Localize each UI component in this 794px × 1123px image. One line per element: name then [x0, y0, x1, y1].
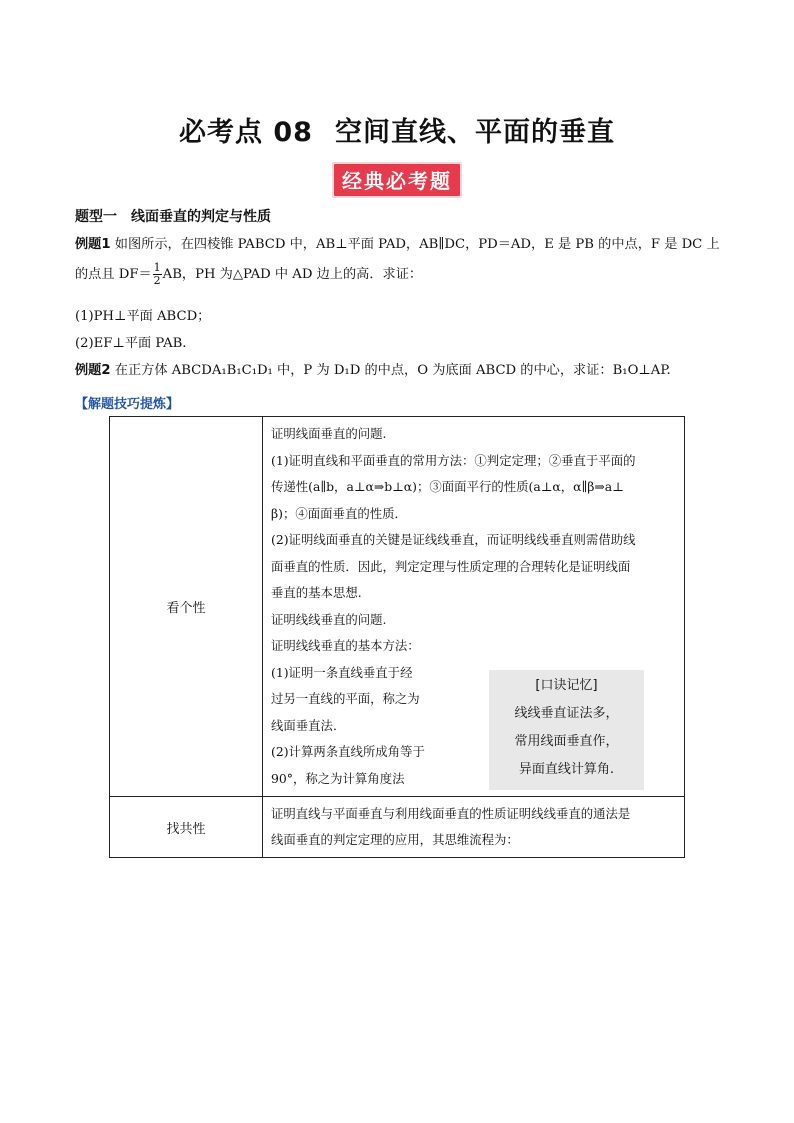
- example1-line2: [75, 262, 422, 287]
- example1-question2: (2)EF⊥平面 PAB.: [75, 336, 187, 351]
- table-row-individuality: [110, 417, 685, 797]
- content-line: 证明直线与平面垂直与利用线面垂直的性质证明线线垂直的通法是: [271, 806, 631, 821]
- content-line: 证明线线垂直的问题.: [271, 611, 387, 627]
- example1-text1: 如图所示，在四棱锥 PABCD 中，AB⊥平面 PAD，AB∥DC，PD＝AD，E 是 PB 的中点，F 是 DC 上: [110, 237, 720, 252]
- classic-badge: 经典必考题: [332, 162, 462, 198]
- content-line: 面垂直的性质．因此，判定定理与性质定理的合理转化是证明线面: [271, 558, 631, 574]
- rhyme-box: [489, 670, 644, 790]
- badge-container: [0, 162, 794, 198]
- example1-line1: [75, 233, 720, 252]
- content-line: 线面垂直的判定定理的应用，其思维流程为：: [271, 832, 519, 847]
- row-content-individuality: [263, 417, 685, 797]
- title-text: 空间直线、平面的垂直: [334, 117, 615, 148]
- title-number: 必考点 08: [179, 117, 313, 148]
- content-line: 垂直的基本思想.: [271, 585, 362, 600]
- method-line: (1)证明一条直线垂直于经: [271, 664, 413, 680]
- example1-question1: (1)PH⊥平面 ABCD；: [75, 309, 211, 324]
- table-row-commonality: [110, 797, 685, 858]
- rhyme-line: 异面直线计算角.: [518, 761, 615, 777]
- section-title: 题型一 线面垂直的判定与性质: [75, 209, 271, 225]
- example1-label: 例题1: [75, 237, 111, 252]
- tips-title: 【解题技巧提炼】: [75, 397, 180, 412]
- example2-line: [75, 359, 671, 378]
- method-line: 90°，称之为计算角度法: [271, 770, 405, 786]
- fraction-denominator: 2: [153, 274, 161, 287]
- content-line: β)；④面面垂直的性质．: [271, 505, 407, 521]
- tips-table: [109, 416, 685, 858]
- fraction-numerator: 1: [153, 261, 161, 274]
- content-line: 证明线面垂直的问题.: [271, 426, 387, 441]
- method-line: 线面垂直法．: [271, 717, 346, 733]
- rhyme-title: [口诀记忆]: [535, 677, 598, 693]
- example1-text2-pre: 的点且 DF＝: [75, 267, 152, 282]
- method-line: (2)计算两条直线所成角等于: [271, 744, 425, 759]
- content-line: 传递性(a∥b，a⊥α⇒b⊥α)；③面面平行的性质(a⊥α，α∥β⇒a⊥: [271, 479, 624, 494]
- content-line: (1)证明直线和平面垂直的常用方法：①判定定理；②垂直于平面的: [271, 452, 636, 468]
- method-block: [271, 660, 676, 793]
- row-content-commonality: [263, 797, 685, 858]
- content-line: (2)证明线面垂直的关键是证线线垂直，而证明线线垂直则需借助线: [271, 532, 636, 547]
- method-line: 过另一直线的平面，称之为: [271, 691, 420, 706]
- row-label-commonality: 找共性: [110, 797, 263, 858]
- row-label-individuality: 看个性: [110, 417, 263, 797]
- example2-text: 在正方体 ABCDA₁B₁C₁D₁ 中，P 为 D₁D 的中点，O 为底面 ABCD 的中心，求证：B₁O⊥AP.: [110, 363, 671, 378]
- example1-text2-post: AB，PH 为△PAD 中 AD 边上的高．求证：: [162, 267, 423, 282]
- rhyme-line: 常用线面垂直作，: [514, 733, 619, 749]
- content-line: 证明线线垂直的基本方法：: [271, 638, 420, 653]
- fraction-one-half: [153, 262, 162, 287]
- page-title: [0, 110, 794, 149]
- example2-label: 例题2: [75, 363, 111, 378]
- rhyme-line: 线线垂直证法多，: [514, 705, 619, 721]
